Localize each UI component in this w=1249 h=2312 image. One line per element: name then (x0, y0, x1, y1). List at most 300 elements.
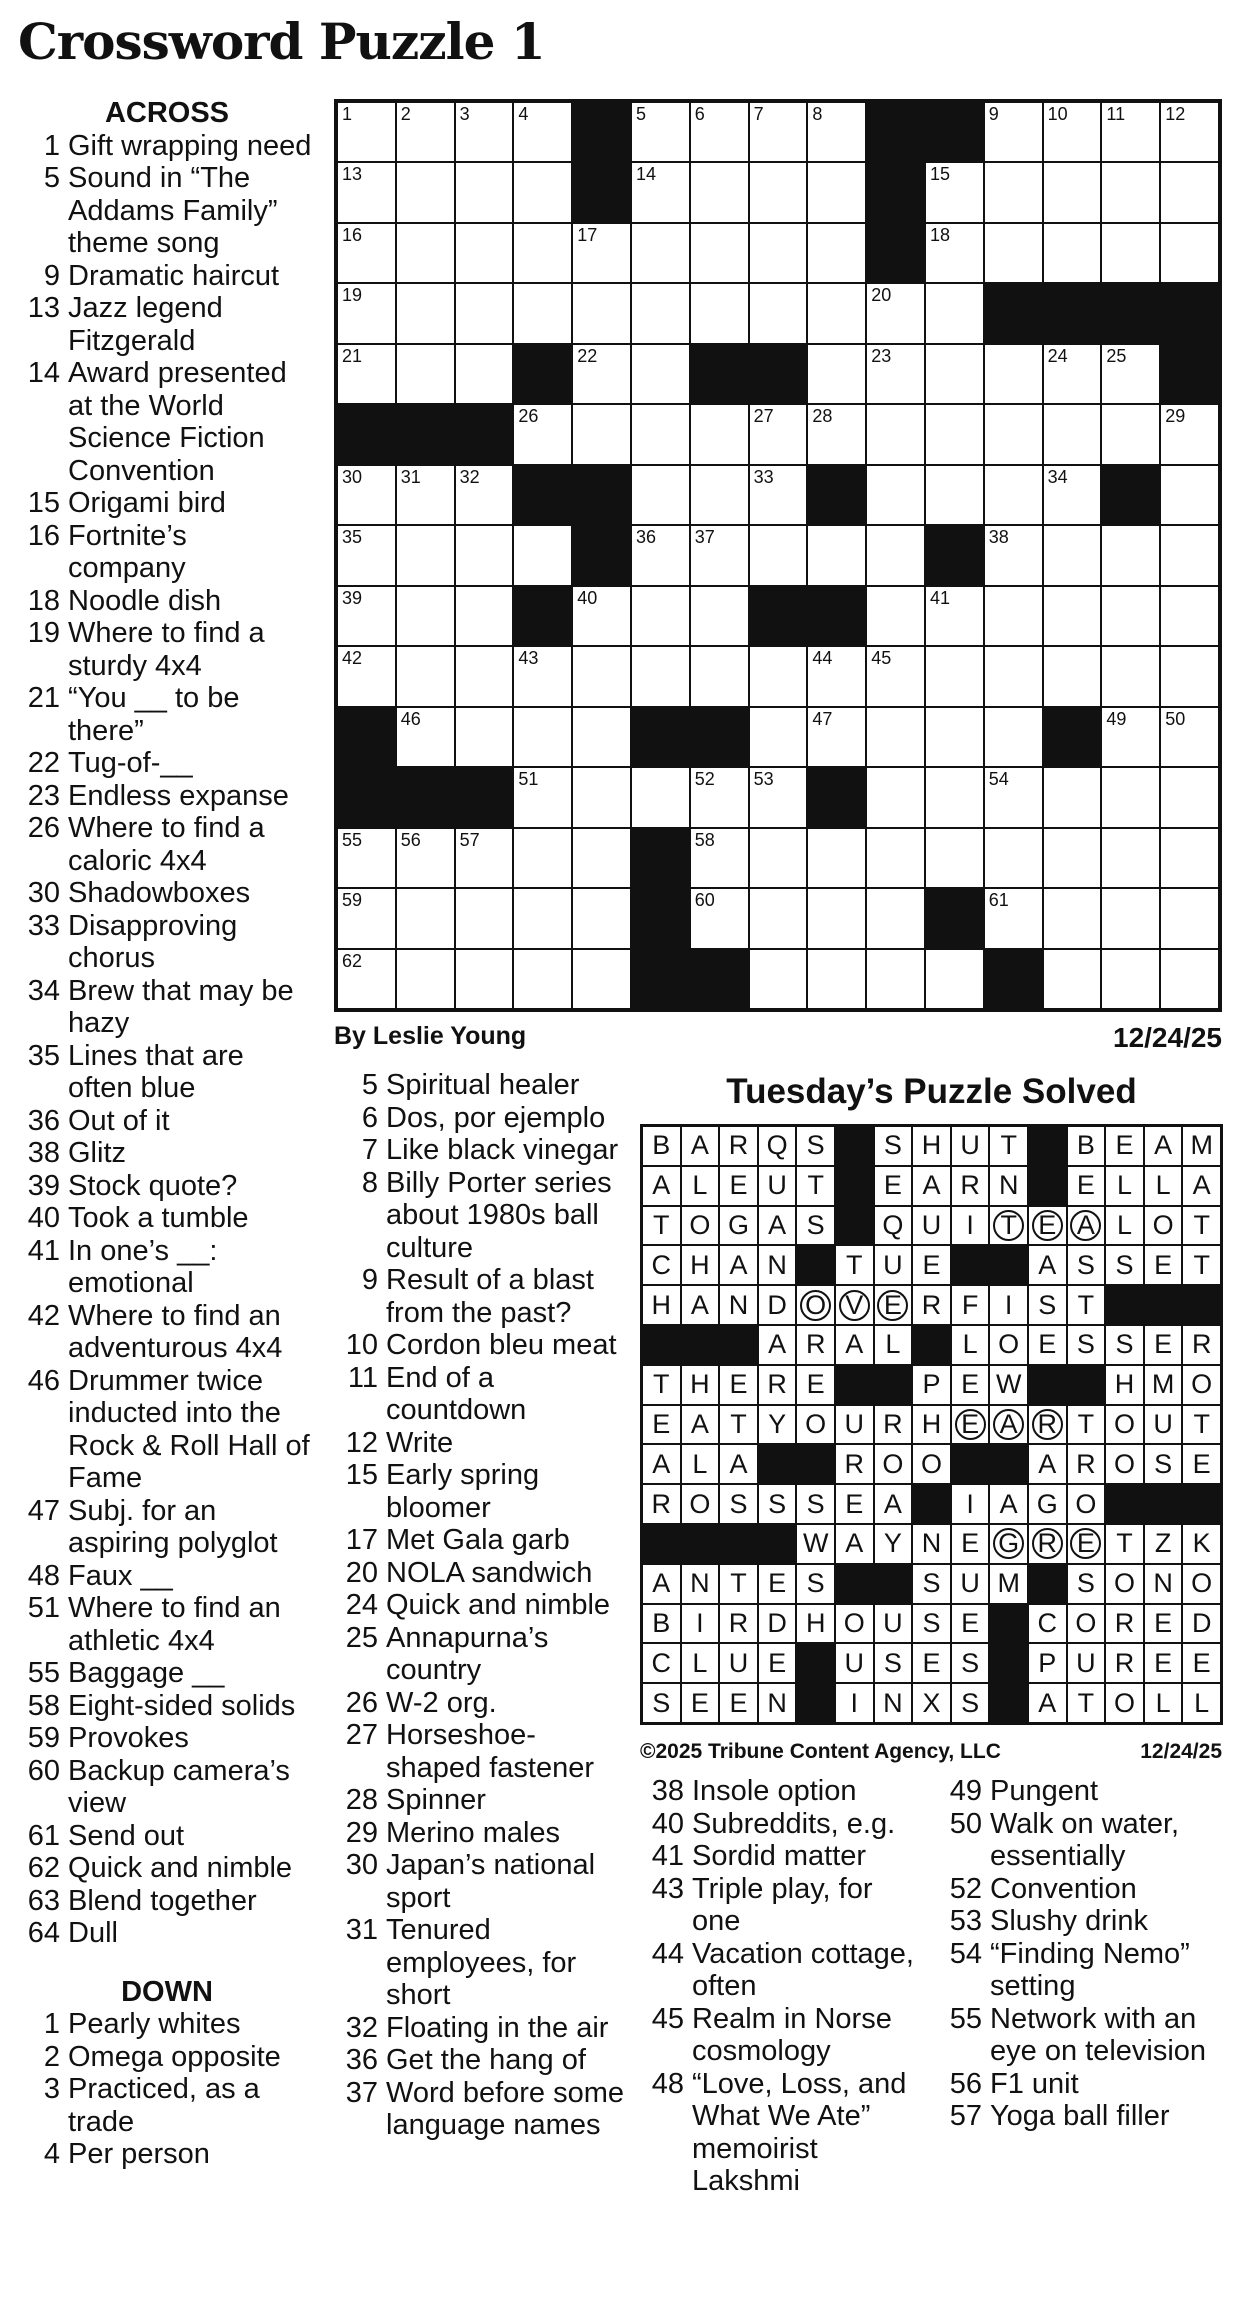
solution-letter: U (883, 1249, 903, 1280)
solution-cell (1105, 1643, 1144, 1683)
grid-cell[interactable] (1043, 828, 1102, 888)
solution-cell (874, 1444, 913, 1484)
solution-letter: E (877, 1290, 908, 1321)
grid-cell[interactable] (925, 828, 984, 888)
grid-cell[interactable] (1101, 344, 1160, 404)
grid-cell[interactable] (925, 162, 984, 222)
grid-cell[interactable] (1043, 888, 1102, 948)
grid-cell[interactable] (925, 646, 984, 706)
grid-cell[interactable] (866, 586, 925, 646)
grid-cell[interactable] (572, 404, 631, 464)
solution-black-square (758, 1444, 797, 1484)
grid-cell[interactable] (337, 949, 396, 1009)
solution-letter: E (1192, 1647, 1211, 1678)
grid-cell[interactable] (513, 102, 572, 162)
grid-cell[interactable] (984, 586, 1043, 646)
clue-text: In one’s __: emotional (68, 1234, 218, 1299)
grid-cell[interactable] (1043, 404, 1102, 464)
solution-letter: O (920, 1448, 942, 1479)
grid-cell[interactable] (690, 102, 749, 162)
grid-cell[interactable] (396, 344, 455, 404)
solution-letter: M (997, 1568, 1020, 1599)
grid-cell[interactable] (572, 767, 631, 827)
grid-cell[interactable] (749, 162, 808, 222)
grid-cell[interactable] (866, 707, 925, 767)
clue-text: Early spring bloomer (386, 1459, 540, 1524)
grid-cell[interactable] (925, 465, 984, 525)
grid-cell[interactable] (1101, 162, 1160, 222)
clue-number: 20 (345, 1556, 378, 1589)
solution-letter: T (1116, 1528, 1133, 1559)
clue-number: 14 (27, 357, 60, 389)
grid-cell[interactable] (572, 828, 631, 888)
solution-cell (1105, 1325, 1144, 1365)
solution-letter: R (805, 1329, 826, 1360)
solution-cell (758, 1405, 797, 1445)
grid-cell[interactable] (1160, 828, 1219, 888)
clue-number: 15 (345, 1459, 378, 1491)
grid-cell[interactable] (1043, 102, 1102, 162)
clue-number: 47 (27, 1494, 60, 1527)
grid-cell[interactable] (337, 586, 396, 646)
grid-cell[interactable] (807, 404, 866, 464)
grid-cell[interactable] (1101, 888, 1160, 948)
clue-number: 18 (27, 584, 60, 617)
solution-letter: H (690, 1369, 710, 1400)
solution-letter: W (995, 1369, 1022, 1400)
grid-cell[interactable] (690, 223, 749, 283)
clue-text: Where to find a sturdy 4x4 (68, 617, 265, 682)
solution-letter: E (768, 1568, 787, 1599)
solution-black-square (758, 1524, 797, 1564)
clue-number: 33 (27, 909, 60, 942)
grid-cell[interactable] (1043, 949, 1102, 1009)
grid-cell[interactable] (807, 949, 866, 1009)
solution-cell (951, 1285, 990, 1325)
clue-item (334, 1069, 626, 1102)
grid-cell[interactable] (1043, 162, 1102, 222)
grid-cell[interactable] (807, 888, 866, 948)
grid-cell[interactable] (513, 646, 572, 706)
grid-cell[interactable] (1160, 707, 1219, 767)
grid-cell[interactable] (984, 888, 1043, 948)
solution-cell (1028, 1643, 1067, 1683)
grid-cell[interactable] (455, 949, 514, 1009)
solution-black-square (912, 1484, 951, 1524)
black-square (1101, 465, 1160, 525)
grid-cell[interactable] (690, 767, 749, 827)
clue-text: Where to find an athletic 4x4 (68, 1592, 281, 1657)
solution-cell (681, 1643, 720, 1683)
grid-cell[interactable] (690, 828, 749, 888)
solution-letter: M (1151, 1369, 1175, 1400)
grid-cell[interactable] (866, 283, 925, 343)
grid-cell[interactable] (396, 102, 455, 162)
cell-number: 39 (342, 587, 363, 608)
grid-cell[interactable] (984, 344, 1043, 404)
solution-letter: A (993, 1409, 1024, 1440)
grid-cell[interactable] (455, 707, 514, 767)
grid-cell[interactable] (1043, 646, 1102, 706)
grid-cell[interactable] (631, 646, 690, 706)
black-square (572, 525, 631, 585)
solution-cell (719, 1126, 758, 1166)
grid-cell[interactable] (807, 102, 866, 162)
clue-item (334, 1459, 626, 1524)
grid-cell[interactable] (1043, 223, 1102, 283)
grid-cell[interactable] (925, 949, 984, 1009)
grid-cell[interactable] (631, 465, 690, 525)
clue-number: 38 (651, 1775, 684, 1807)
solution-letter: E (883, 1170, 902, 1201)
grid-cell[interactable] (455, 283, 514, 343)
grid-cell[interactable] (572, 888, 631, 948)
clue-number: 15 (27, 487, 60, 519)
grid-cell[interactable] (455, 646, 514, 706)
grid-cell[interactable] (572, 586, 631, 646)
solution-letter: Y (768, 1408, 787, 1439)
grid-cell[interactable] (1101, 586, 1160, 646)
grid-cell[interactable] (455, 102, 514, 162)
grid-cell[interactable] (513, 283, 572, 343)
grid-cell[interactable] (749, 707, 808, 767)
grid-cell[interactable] (572, 223, 631, 283)
grid-cell[interactable] (631, 404, 690, 464)
grid-cell[interactable] (396, 828, 455, 888)
grid-cell[interactable] (1101, 525, 1160, 585)
solution-cell (1182, 1643, 1221, 1683)
clue-item (22, 2041, 312, 2074)
clue-text: Faux __ (68, 1559, 173, 1592)
grid-cell[interactable] (984, 828, 1043, 888)
grid-cell[interactable] (513, 949, 572, 1009)
grid-cell[interactable] (807, 344, 866, 404)
grid-cell[interactable] (455, 586, 514, 646)
grid-cell[interactable] (396, 949, 455, 1009)
solution-cell (874, 1245, 913, 1285)
grid-cell[interactable] (513, 707, 572, 767)
solution-cell (1182, 1166, 1221, 1206)
grid-cell[interactable] (631, 283, 690, 343)
grid-cell[interactable] (749, 888, 808, 948)
grid-cell[interactable] (1160, 586, 1219, 646)
grid-cell[interactable] (984, 465, 1043, 525)
grid-cell[interactable] (866, 465, 925, 525)
solution-date: 12/24/25 (1140, 1740, 1222, 1763)
clue-text: Practiced, as a trade (68, 2073, 260, 2138)
solution-cell (642, 1444, 681, 1484)
black-square (1043, 283, 1102, 343)
solution-cell (1105, 1604, 1144, 1644)
grid-cell[interactable] (866, 888, 925, 948)
grid-cell[interactable] (513, 525, 572, 585)
grid-cell[interactable] (749, 828, 808, 888)
grid-cell[interactable] (572, 283, 631, 343)
grid-cell[interactable] (1101, 646, 1160, 706)
solution-black-square (681, 1524, 720, 1564)
grid-cell[interactable] (690, 586, 749, 646)
grid-cell[interactable] (631, 102, 690, 162)
grid-cell[interactable] (631, 344, 690, 404)
grid-cell[interactable] (690, 646, 749, 706)
solution-letter: R (1114, 1647, 1135, 1678)
solution-letter: H (1114, 1369, 1135, 1400)
grid-cell[interactable] (396, 162, 455, 222)
grid-cell[interactable] (572, 707, 631, 767)
clue-item (938, 1873, 1228, 1906)
grid-cell[interactable] (513, 828, 572, 888)
grid-cell[interactable] (1160, 767, 1219, 827)
grid-cell[interactable] (807, 707, 866, 767)
black-square (749, 344, 808, 404)
grid-cell[interactable] (690, 283, 749, 343)
grid-cell[interactable] (572, 344, 631, 404)
clue-item (22, 682, 312, 747)
grid-cell[interactable] (631, 767, 690, 827)
grid-cell[interactable] (984, 223, 1043, 283)
grid-cell[interactable] (1101, 828, 1160, 888)
solution-cell (835, 1285, 874, 1325)
grid-cell[interactable] (749, 767, 808, 827)
grid-cell[interactable] (925, 223, 984, 283)
grid-cell[interactable] (690, 465, 749, 525)
grid-cell[interactable] (572, 646, 631, 706)
grid-cell[interactable] (631, 223, 690, 283)
grid-cell[interactable] (866, 525, 925, 585)
grid-cell[interactable] (1043, 586, 1102, 646)
grid-cell[interactable] (455, 525, 514, 585)
solution-cell (989, 1405, 1028, 1445)
grid-cell[interactable] (984, 162, 1043, 222)
clue-item (334, 1817, 626, 1850)
grid-cell[interactable] (984, 646, 1043, 706)
grid-cell[interactable] (807, 283, 866, 343)
grid-cell[interactable] (513, 888, 572, 948)
grid-cell[interactable] (513, 162, 572, 222)
grid-cell[interactable] (337, 102, 396, 162)
grid-cell[interactable] (513, 404, 572, 464)
grid-cell[interactable] (337, 162, 396, 222)
grid-cell[interactable] (925, 344, 984, 404)
grid-cell[interactable] (866, 828, 925, 888)
grid-cell[interactable] (631, 525, 690, 585)
solution-letter: R (651, 1488, 672, 1519)
solution-cell (681, 1405, 720, 1445)
solution-black-square (912, 1325, 951, 1365)
grid-cell[interactable] (749, 283, 808, 343)
grid-cell[interactable] (513, 767, 572, 827)
grid-cell[interactable] (337, 344, 396, 404)
grid-cell[interactable] (807, 162, 866, 222)
grid-cell[interactable] (455, 223, 514, 283)
solution-letter: H (651, 1289, 672, 1320)
grid-cell[interactable] (749, 223, 808, 283)
crossword-grid[interactable] (334, 99, 1222, 1012)
grid-cell[interactable] (455, 465, 514, 525)
clue-item (334, 1329, 626, 1362)
grid-cell[interactable] (866, 767, 925, 827)
clue-number: 8 (361, 1166, 378, 1199)
grid-cell[interactable] (1101, 707, 1160, 767)
grid-cell[interactable] (749, 525, 808, 585)
grid-cell[interactable] (807, 646, 866, 706)
grid-cell[interactable] (866, 646, 925, 706)
grid-cell[interactable] (1160, 465, 1219, 525)
grid-cell[interactable] (925, 283, 984, 343)
grid-cell[interactable] (1101, 767, 1160, 827)
grid-cell[interactable] (690, 525, 749, 585)
grid-cell[interactable] (925, 404, 984, 464)
grid-cell[interactable] (396, 646, 455, 706)
grid-cell[interactable] (396, 283, 455, 343)
grid-cell[interactable] (1101, 102, 1160, 162)
grid-cell[interactable] (1160, 404, 1219, 464)
grid-cell[interactable] (1160, 949, 1219, 1009)
clue-text: Dos, por ejemplo (386, 1101, 606, 1134)
grid-cell[interactable] (1043, 525, 1102, 585)
solution-cell (1182, 1604, 1221, 1644)
grid-cell[interactable] (1101, 223, 1160, 283)
grid-cell[interactable] (1043, 344, 1102, 404)
grid-cell[interactable] (807, 828, 866, 888)
grid-cell[interactable] (1043, 465, 1102, 525)
grid-cell[interactable] (1043, 767, 1102, 827)
grid-cell[interactable] (1160, 223, 1219, 283)
clue-item (22, 1137, 312, 1170)
solution-letter: R (883, 1408, 903, 1439)
grid-cell[interactable] (984, 404, 1043, 464)
solution-letter: E (961, 1528, 980, 1559)
grid-cell[interactable] (1101, 949, 1160, 1009)
clue-item (22, 1560, 312, 1593)
grid-cell[interactable] (455, 828, 514, 888)
grid-cell[interactable] (337, 465, 396, 525)
solution-cell (758, 1126, 797, 1166)
black-square (866, 102, 925, 162)
solution-cell (681, 1365, 720, 1405)
solution-letter: I (966, 1488, 974, 1519)
grid-cell[interactable] (749, 465, 808, 525)
grid-cell[interactable] (455, 162, 514, 222)
solution-letter: E (729, 1369, 748, 1400)
grid-cell[interactable] (749, 949, 808, 1009)
grid-cell[interactable] (337, 283, 396, 343)
cell-number: 49 (1106, 708, 1127, 729)
grid-cell[interactable] (455, 888, 514, 948)
solution-cell (1144, 1564, 1183, 1604)
clue-text: Slushy drink (990, 1905, 1148, 1937)
grid-cell[interactable] (925, 767, 984, 827)
solution-letter: A (1038, 1249, 1057, 1280)
grid-cell[interactable] (1160, 888, 1219, 948)
solution-letter: K (1192, 1528, 1211, 1559)
grid-cell[interactable] (1160, 646, 1219, 706)
grid-cell[interactable] (337, 223, 396, 283)
grid-cell[interactable] (690, 162, 749, 222)
cell-number: 5 (635, 104, 646, 124)
black-square (572, 102, 631, 162)
grid-cell[interactable] (690, 888, 749, 948)
grid-cell[interactable] (1160, 162, 1219, 222)
grid-cell[interactable] (807, 525, 866, 585)
grid-cell[interactable] (337, 828, 396, 888)
grid-cell[interactable] (396, 586, 455, 646)
solution-letter: S (806, 1488, 825, 1519)
spacer (22, 1950, 312, 1976)
grid-cell[interactable] (337, 646, 396, 706)
solution-cell (642, 1683, 681, 1723)
grid-cell[interactable] (984, 102, 1043, 162)
grid-cell[interactable] (749, 102, 808, 162)
grid-cell[interactable] (925, 586, 984, 646)
grid-cell[interactable] (631, 162, 690, 222)
solution-black-square (835, 1126, 874, 1166)
grid-cell[interactable] (631, 586, 690, 646)
grid-cell[interactable] (807, 223, 866, 283)
solution-cell (835, 1484, 874, 1524)
clue-number: 40 (27, 1202, 60, 1234)
solution-cell (681, 1484, 720, 1524)
clue-text: “Finding Nemo” setting (990, 1937, 1190, 2002)
solution-cell (1067, 1524, 1106, 1564)
grid-cell[interactable] (1101, 404, 1160, 464)
grid-cell[interactable] (984, 767, 1043, 827)
grid-cell[interactable] (1160, 525, 1219, 585)
black-square (1101, 283, 1160, 343)
grid-cell[interactable] (396, 525, 455, 585)
grid-cell[interactable] (1160, 102, 1219, 162)
clue-number: 37 (345, 2076, 378, 2109)
grid-cell[interactable] (925, 707, 984, 767)
solution-cell (835, 1405, 874, 1445)
solution-black-square (989, 1683, 1028, 1723)
grid-cell[interactable] (984, 707, 1043, 767)
grid-cell[interactable] (513, 223, 572, 283)
clue-item (22, 1690, 312, 1723)
solution-letter: H (805, 1607, 826, 1638)
grid-cell[interactable] (396, 465, 455, 525)
solution-cell (758, 1484, 797, 1524)
clue-number: 31 (345, 1914, 378, 1946)
grid-cell[interactable] (455, 344, 514, 404)
solution-letter: R (728, 1607, 749, 1638)
grid-cell[interactable] (337, 888, 396, 948)
grid-cell[interactable] (690, 404, 749, 464)
grid-cell[interactable] (572, 949, 631, 1009)
clue-number: 3 (43, 2073, 60, 2105)
cell-number: 41 (929, 587, 951, 608)
grid-cell[interactable] (984, 525, 1043, 585)
solution-letter: M (1190, 1130, 1213, 1161)
grid-cell[interactable] (866, 344, 925, 404)
clue-text: Noodle dish (68, 584, 222, 617)
grid-cell[interactable] (749, 646, 808, 706)
grid-cell[interactable] (866, 404, 925, 464)
clue-text: Like black vinegar (386, 1134, 619, 1166)
grid-cell[interactable] (337, 525, 396, 585)
clue-number: 57 (949, 2100, 982, 2132)
clue-text: Where to find an adventurous 4x4 (68, 1299, 283, 1364)
clue-item (22, 1300, 312, 1365)
solution-cell (912, 1126, 951, 1166)
grid-cell[interactable] (396, 888, 455, 948)
grid-cell[interactable] (396, 707, 455, 767)
grid-cell[interactable] (866, 949, 925, 1009)
solution-cell (1028, 1683, 1067, 1723)
solution-cell (835, 1604, 874, 1644)
grid-cell[interactable] (749, 404, 808, 464)
grid-cell[interactable] (396, 223, 455, 283)
